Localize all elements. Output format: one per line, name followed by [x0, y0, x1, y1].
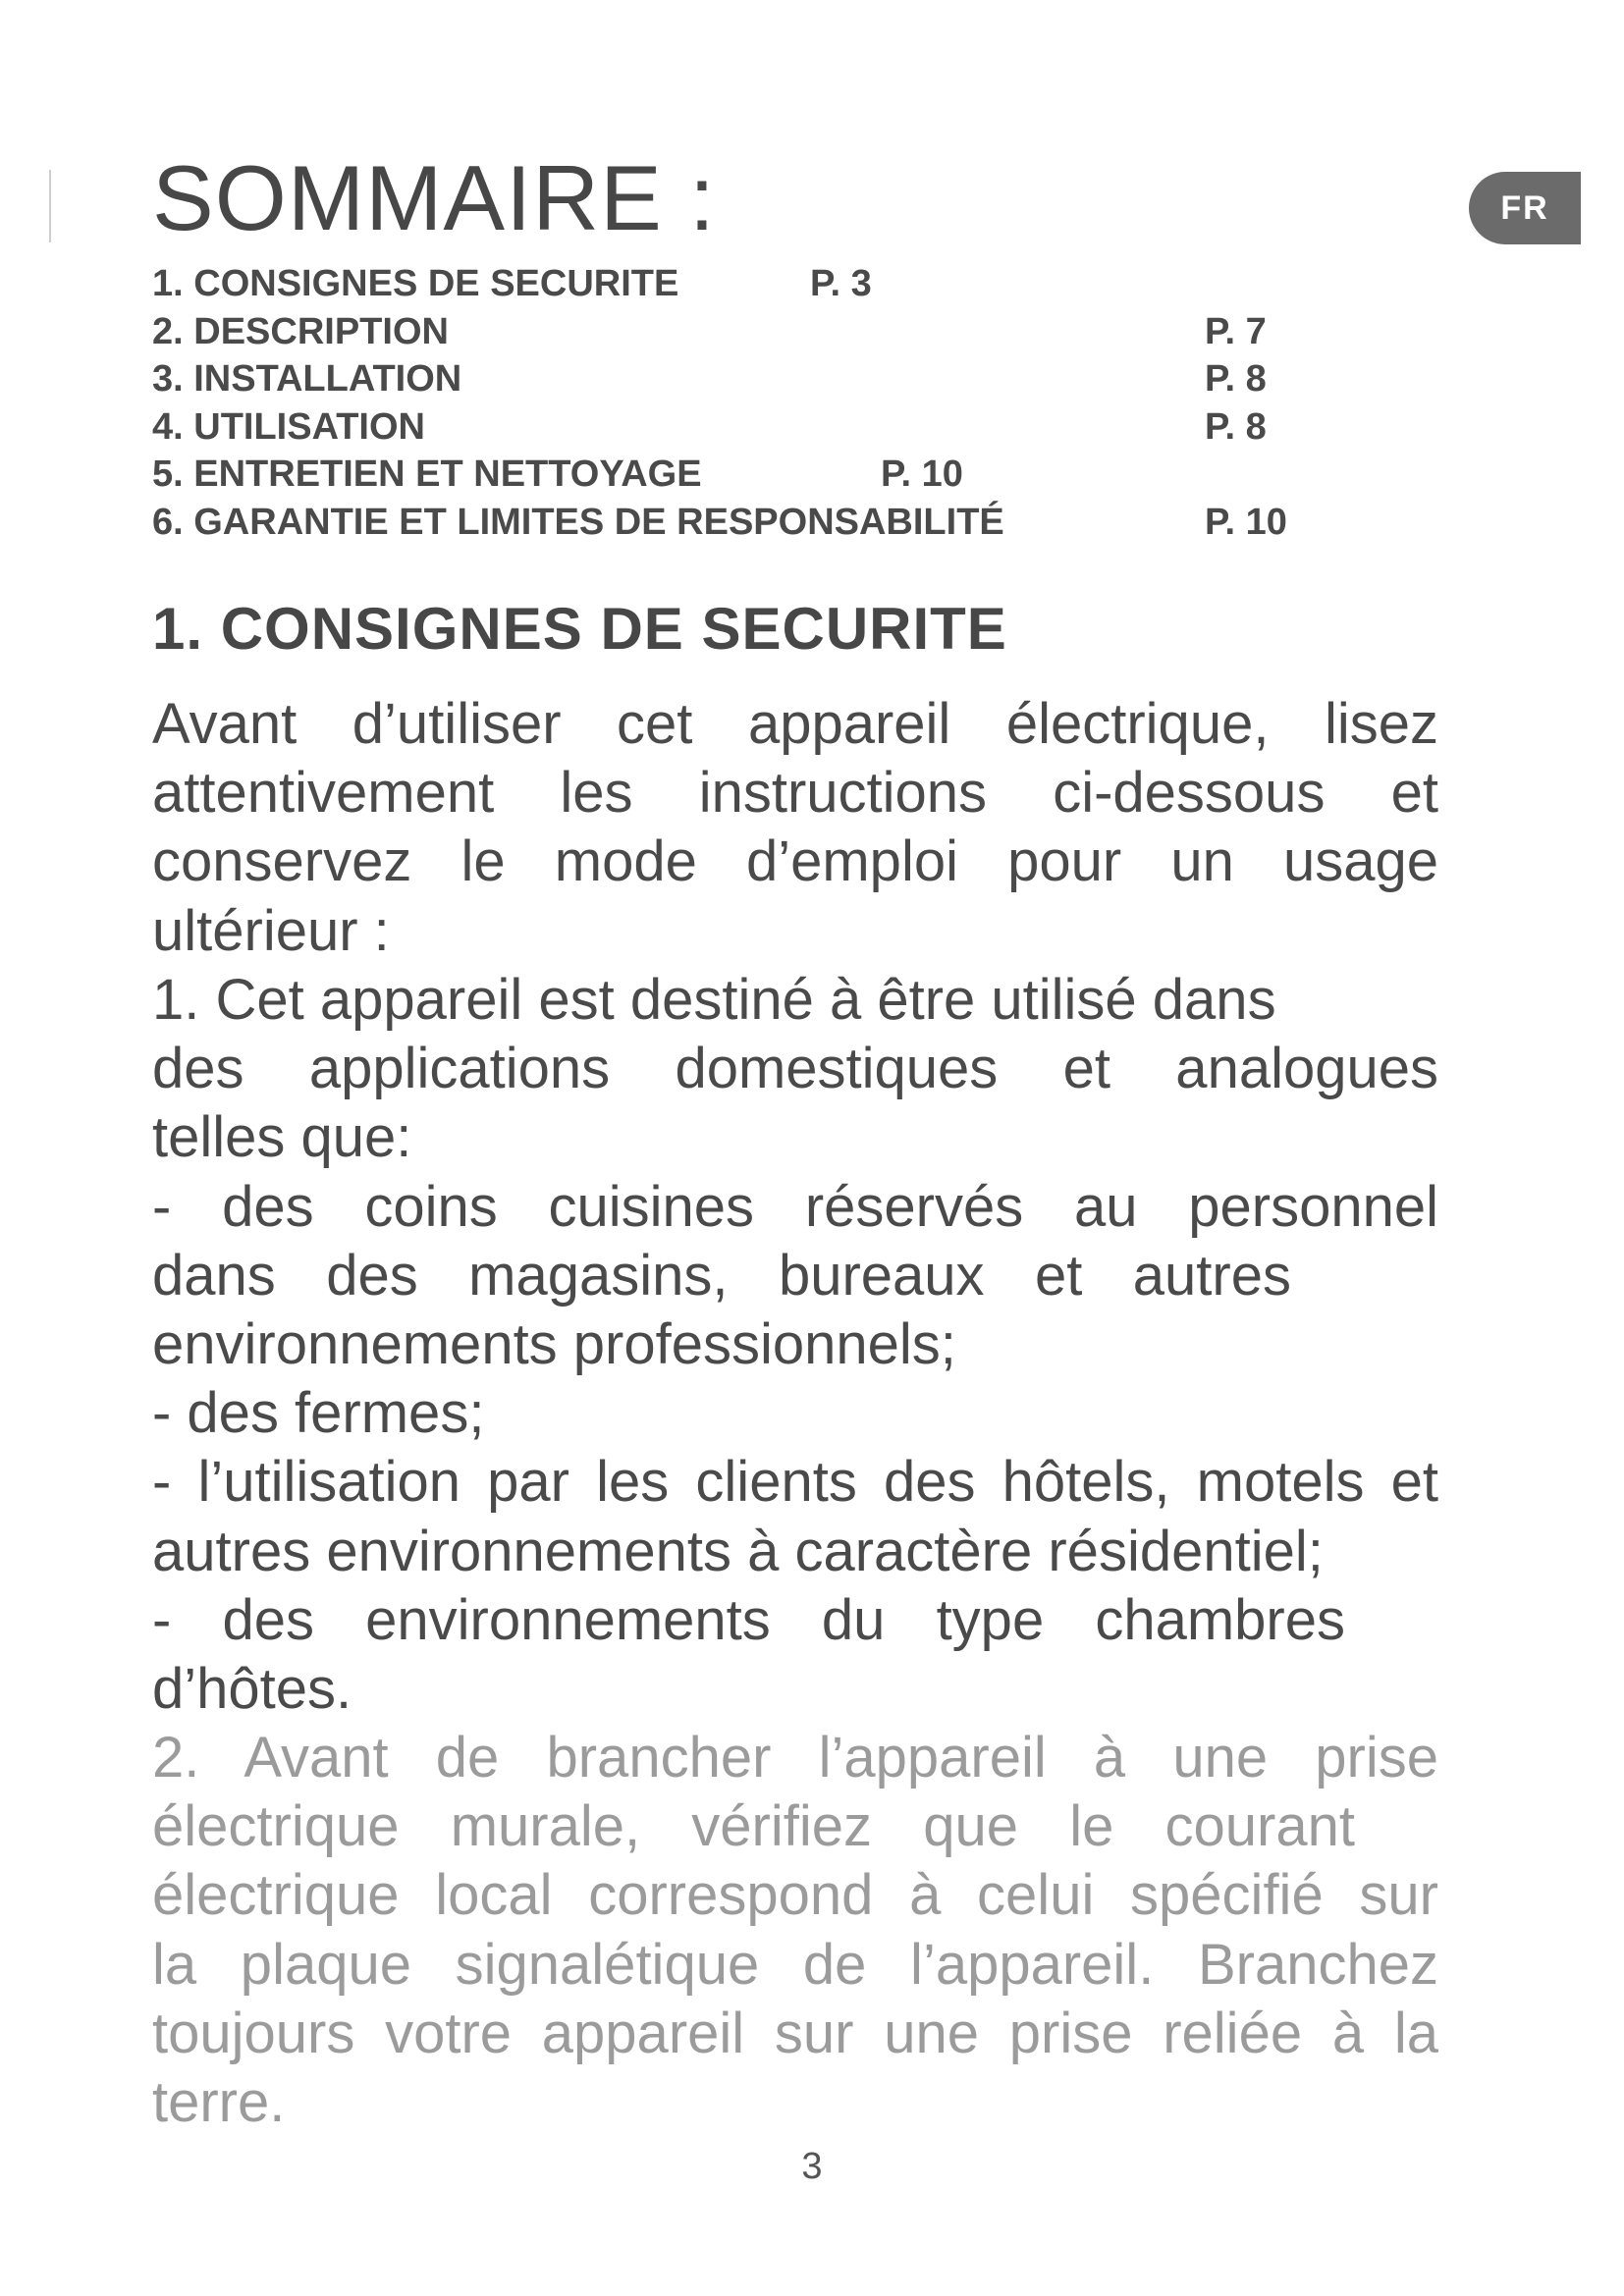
item-2-paragraph [152, 1724, 1438, 2137]
margin-rule [49, 170, 51, 242]
text-line: - l’utilisation par les clients des hôtels, motels et [152, 1450, 1438, 1515]
text-line: dans des magasins, bureaux et autres [152, 1243, 1291, 1308]
toc-item-page: P. 10 [881, 454, 963, 495]
toc-item-label: 3. INSTALLATION [152, 358, 462, 400]
toc-item-page: P. 8 [1205, 405, 1267, 448]
toc-item-label: 1. CONSIGNES DE SECURITE [152, 263, 679, 304]
text-line: Avant d’utiliser cet appareil électrique, lisez [152, 692, 1438, 756]
text-line: conservez le mode d’emploi pour un usage [152, 829, 1438, 894]
text-line: attentivement les instructions ci-dessous et [152, 761, 1438, 826]
text-line: environnements professionnels; [152, 1312, 956, 1377]
text-line: toujours votre appareil sur une prise reliée à la [152, 2001, 1438, 2065]
toc-item[interactable] [152, 406, 1330, 454]
text-line: électrique local correspond à celui spécifié sur [152, 1863, 1438, 1928]
text-line: terre. [152, 2070, 286, 2135]
text-line: 2. Avant de brancher l’appareil à une prise [152, 1726, 1438, 1789]
toc-item[interactable] [152, 311, 1330, 359]
toc-item-label: 6. GARANTIE ET LIMITES DE RESPONSABILITÉ [152, 501, 1004, 543]
text-line: - des fermes; [152, 1381, 485, 1446]
toc-item-page: P. 10 [1205, 501, 1287, 543]
page-number: 3 [801, 2146, 823, 2187]
language-badge: FR [1469, 172, 1581, 244]
text-line: d’hôtes. [152, 1657, 352, 1722]
toc-item[interactable] [152, 358, 1330, 406]
text-line: électrique murale, vérifiez que le courant [152, 1794, 1355, 1859]
text-line: - des coins cuisines réservés au personnel [152, 1174, 1438, 1239]
section-heading: 1. CONSIGNES DE SECURITE [152, 596, 1007, 662]
text-line: ultérieur : [152, 898, 390, 963]
text-line: des applications domestiques et analogues [152, 1037, 1438, 1101]
toc-item[interactable] [152, 454, 1330, 502]
toc-item-page: P. 7 [1205, 310, 1267, 352]
text-line: telles que: [152, 1105, 412, 1170]
text-line: la plaque signalétique de l’appareil. Branchez [152, 1932, 1438, 1997]
toc-item[interactable] [152, 263, 1330, 311]
toc-item-page: P. 8 [1205, 358, 1267, 400]
toc-item-page: P. 3 [810, 263, 872, 304]
text-line: 1. Cet appareil est destiné à être utilisé dans [152, 968, 1276, 1032]
intro-paragraph [152, 690, 1438, 966]
item-1-paragraph [152, 966, 1438, 1724]
toc-item[interactable] [152, 502, 1330, 550]
toc-item-label: 5. ENTRETIEN ET NETTOYAGE [152, 454, 702, 495]
toc-item-label: 2. DESCRIPTION [152, 310, 449, 352]
table-of-contents [152, 263, 1330, 549]
text-line: - des environnements du type chambres [152, 1587, 1345, 1652]
page-title: SOMMAIRE : [152, 146, 717, 249]
toc-item-label: 4. UTILISATION [152, 405, 425, 448]
text-line: autres environnements à caractère résidentiel; [152, 1519, 1324, 1583]
